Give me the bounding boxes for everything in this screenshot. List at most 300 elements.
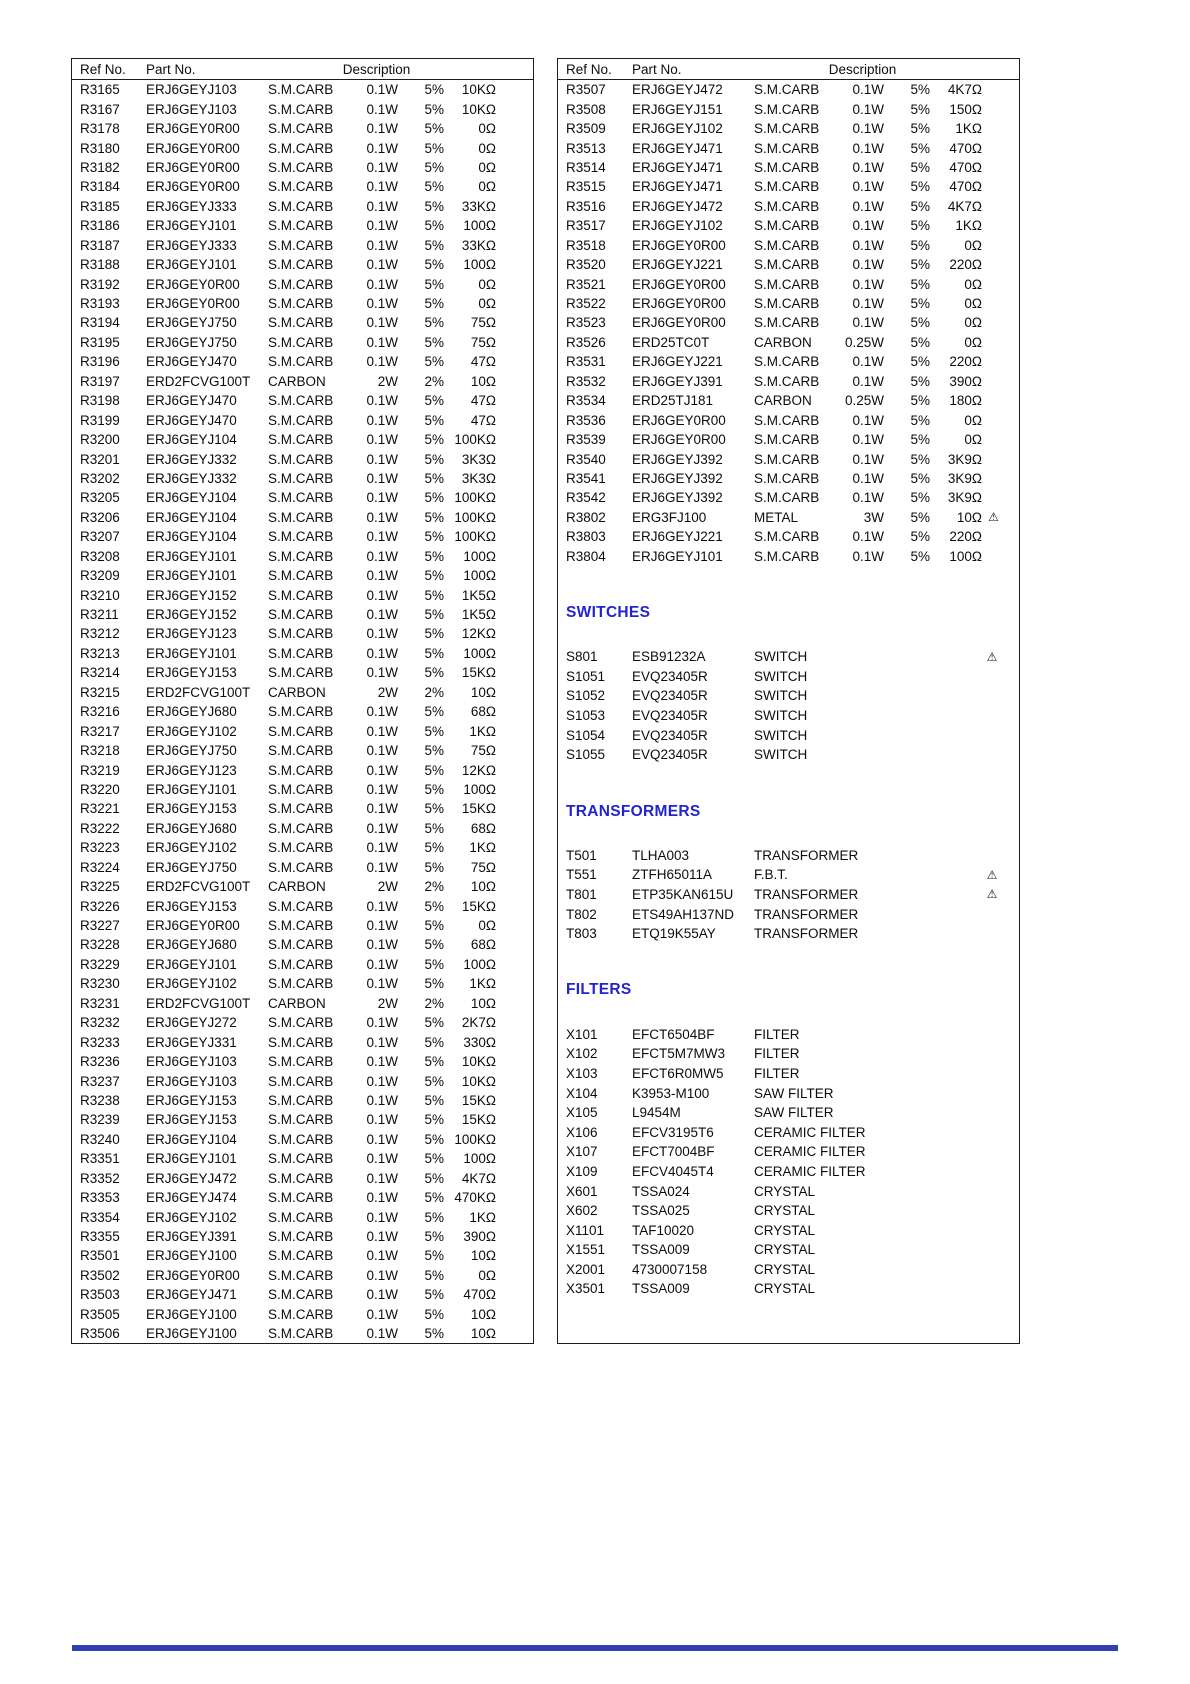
part-no: ERJ6GEYJ221 (632, 354, 723, 370)
wattage: 0.1W (366, 1131, 398, 1147)
ref-no: R3240 (80, 1131, 120, 1147)
ref-no: R3206 (80, 509, 120, 525)
value: 100Ω (463, 781, 496, 797)
part-no: ERJ6GEYJ471 (632, 179, 723, 195)
part-row (72, 1032, 533, 1051)
ref-no: R3355 (80, 1229, 120, 1245)
part-no: ERJ6GEY0R00 (632, 412, 726, 428)
part-type: S.M.CARB (268, 140, 334, 156)
tolerance: 5% (424, 607, 444, 623)
part-row (558, 197, 1019, 216)
part-no: ERJ6GEYJ100 (146, 1306, 237, 1322)
value: 1KΩ (955, 121, 982, 137)
value: 75Ω (470, 334, 496, 350)
tolerance: 5% (910, 529, 930, 545)
part-no: ERJ6GEYJ104 (146, 1131, 237, 1147)
ref-no: S1055 (566, 747, 606, 763)
value: 10KΩ (461, 101, 496, 117)
wattage: 0.1W (852, 140, 884, 156)
wattage: 0.1W (852, 257, 884, 273)
value: 4K7Ω (461, 1170, 496, 1186)
part-no: EFCT7004BF (632, 1144, 715, 1160)
part-no: ESB91232A (632, 649, 706, 665)
value: 100Ω (463, 218, 496, 234)
part-row (558, 236, 1019, 255)
wattage: 0.1W (852, 101, 884, 117)
tolerance: 5% (910, 257, 930, 273)
ref-no: R3514 (566, 159, 606, 175)
part-row (72, 877, 533, 896)
wattage: 0.1W (366, 1306, 398, 1322)
part-row (72, 236, 533, 255)
part-row (558, 1142, 1019, 1162)
tolerance: 5% (424, 1190, 444, 1206)
part-type: S.M.CARB (754, 237, 820, 253)
ref-no: X1551 (566, 1242, 606, 1258)
part-row (558, 686, 1019, 706)
part-type: S.M.CARB (268, 159, 334, 175)
part-no: ERJ6GEYJ153 (146, 1112, 237, 1128)
ref-no: R3230 (80, 976, 120, 992)
ref-no: X104 (566, 1085, 598, 1101)
part-row (558, 1181, 1019, 1201)
value: 0Ω (478, 121, 496, 137)
ref-no: R3186 (80, 218, 120, 234)
value: 10KΩ (461, 1054, 496, 1070)
ref-no: R3167 (80, 101, 120, 117)
part-no: ERJ6GEYJ101 (146, 257, 237, 273)
part-type: S.M.CARB (268, 334, 334, 350)
part-no: ERJ6GEY0R00 (632, 237, 726, 253)
tolerance: 5% (424, 159, 444, 175)
part-no: EFCT6R0MW5 (632, 1065, 724, 1081)
part-type: S.M.CARB (268, 432, 334, 448)
part-row (72, 1149, 533, 1168)
part-no: ERJ6GEYJ100 (146, 1326, 237, 1342)
warning-icon: ⚠ (986, 649, 998, 664)
wattage: 0.1W (366, 451, 398, 467)
part-no: ERJ6GEY0R00 (146, 918, 240, 934)
ref-no: R3236 (80, 1054, 120, 1070)
part-no: ERD2FCVG100T (146, 684, 251, 700)
wattage: 0.1W (366, 1267, 398, 1283)
part-no: ERJ6GEY0R00 (146, 121, 240, 137)
value: 47Ω (470, 354, 496, 370)
description: SWITCH (754, 688, 808, 704)
ref-no: S801 (566, 649, 598, 665)
wattage: 0.1W (852, 315, 884, 331)
part-type: CARBON (268, 995, 326, 1011)
value: 0Ω (964, 296, 982, 312)
tolerance: 5% (910, 470, 930, 486)
part-row (72, 1305, 533, 1324)
ref-no: R3232 (80, 1015, 120, 1031)
description: CRYSTAL (754, 1183, 816, 1199)
part-row (72, 352, 533, 371)
part-row (558, 313, 1019, 332)
tolerance: 5% (424, 257, 444, 273)
wattage: 0.1W (366, 1112, 398, 1128)
value: 4K7Ω (947, 198, 982, 214)
wattage: 0.1W (852, 451, 884, 467)
tolerance: 5% (424, 121, 444, 137)
wattage: 0.1W (366, 470, 398, 486)
part-row (558, 1279, 1019, 1299)
value: 0Ω (964, 412, 982, 428)
part-row (72, 333, 533, 352)
wattage: 0.1W (366, 918, 398, 934)
part-no: ETQ19K55AY (632, 926, 716, 942)
part-type: S.M.CARB (268, 82, 334, 98)
part-row (558, 706, 1019, 726)
part-no: ERD2FCVG100T (146, 879, 251, 895)
tolerance: 5% (910, 393, 930, 409)
tolerance: 5% (424, 548, 444, 564)
part-no: ERJ6GEYJ101 (146, 781, 237, 797)
ref-no: R3220 (80, 781, 120, 797)
part-row (558, 1103, 1019, 1123)
ref-no: R3217 (80, 723, 120, 739)
tolerance: 5% (424, 781, 444, 797)
part-row (558, 99, 1019, 118)
part-row (558, 216, 1019, 235)
ref-no: R3185 (80, 198, 120, 214)
part-type: S.M.CARB (268, 607, 334, 623)
value: 75Ω (470, 859, 496, 875)
ref-no: R3803 (566, 529, 606, 545)
ref-no: R3508 (566, 101, 606, 117)
tolerance: 5% (424, 859, 444, 875)
description: TRANSFORMER (754, 926, 859, 942)
part-type: S.M.CARB (268, 1248, 334, 1264)
value: 3K3Ω (461, 470, 496, 486)
part-no: ERJ6GEYJ680 (146, 704, 237, 720)
part-row (558, 1240, 1019, 1260)
value: 100KΩ (454, 432, 496, 448)
part-row (558, 1220, 1019, 1240)
description: CRYSTAL (754, 1261, 816, 1277)
tolerance: 5% (424, 393, 444, 409)
wattage: 0.1W (366, 257, 398, 273)
wattage: 0.1W (366, 859, 398, 875)
value: 15KΩ (461, 898, 496, 914)
wattage: 0.1W (852, 159, 884, 175)
tolerance: 5% (424, 976, 444, 992)
part-type: S.M.CARB (268, 956, 334, 972)
ref-no: R3541 (566, 470, 606, 486)
part-row (558, 1122, 1019, 1142)
ref-no: R3539 (566, 432, 606, 448)
wattage: 0.1W (366, 140, 398, 156)
part-type: S.M.CARB (268, 1112, 334, 1128)
part-no: ERJ6GEYJ272 (146, 1015, 237, 1031)
part-row (558, 1064, 1019, 1084)
description: CRYSTAL (754, 1222, 816, 1238)
part-no: ERJ6GEYJ153 (146, 801, 237, 817)
ref-no: R3531 (566, 354, 606, 370)
part-no: ERJ6GEYJ472 (632, 198, 723, 214)
part-no: ERJ6GEYJ221 (632, 257, 723, 273)
value: 1KΩ (469, 976, 496, 992)
part-row (558, 1201, 1019, 1221)
value: 470Ω (949, 140, 982, 156)
part-row (72, 138, 533, 157)
part-no: ERJ6GEYJ221 (632, 529, 723, 545)
wattage: 0.1W (852, 412, 884, 428)
part-row (72, 1285, 533, 1304)
part-row (72, 935, 533, 954)
col-header-part: Part No. (632, 61, 682, 77)
ref-no: R3351 (80, 1151, 120, 1167)
wattage: 0.1W (366, 509, 398, 525)
description: SWITCH (754, 649, 808, 665)
part-type: S.M.CARB (268, 1209, 334, 1225)
part-type: S.M.CARB (754, 451, 820, 467)
value: 470Ω (949, 159, 982, 175)
wattage: 0.1W (852, 490, 884, 506)
part-row (72, 80, 533, 99)
description: FILTER (754, 1046, 800, 1062)
part-type: S.M.CARB (268, 1170, 334, 1186)
part-no: ERJ6GEYJ750 (146, 859, 237, 875)
part-row (558, 80, 1019, 99)
value: 100Ω (463, 956, 496, 972)
description: CERAMIC FILTER (754, 1144, 866, 1160)
wattage: 0.1W (366, 490, 398, 506)
wattage: 0.1W (366, 1287, 398, 1303)
wattage: 0.1W (366, 1229, 398, 1245)
part-no: ERD25TJ181 (632, 393, 714, 409)
tolerance: 5% (424, 354, 444, 370)
part-row (558, 138, 1019, 157)
part-row (558, 469, 1019, 488)
parts-table-right (557, 58, 1020, 1344)
part-row (558, 1162, 1019, 1182)
wattage: 0.1W (852, 470, 884, 486)
part-row (558, 488, 1019, 507)
tolerance: 5% (910, 296, 930, 312)
value: 180Ω (949, 393, 982, 409)
parts-table-left (71, 58, 534, 1344)
description: TRANSFORMER (754, 847, 859, 863)
ref-no: R3222 (80, 820, 120, 836)
value: 10Ω (470, 879, 496, 895)
part-row (72, 430, 533, 449)
part-type: S.M.CARB (268, 568, 334, 584)
part-no: ERJ6GEYJ333 (146, 237, 237, 253)
wattage: 0.1W (366, 898, 398, 914)
part-no: ERJ6GEYJ101 (146, 568, 237, 584)
part-no: EFCT6504BF (632, 1026, 715, 1042)
part-no: ERJ6GEYJ101 (146, 1151, 237, 1167)
wattage: 3W (863, 509, 884, 525)
value: 0Ω (964, 315, 982, 331)
filter-rows (558, 1024, 1019, 1298)
tolerance: 5% (424, 1170, 444, 1186)
transformer-rows (558, 846, 1019, 944)
section-title-filters: FILTERS (566, 981, 632, 999)
part-type: S.M.CARB (268, 121, 334, 137)
part-no: ERJ6GEYJ102 (632, 218, 723, 234)
tolerance: 5% (910, 412, 930, 428)
part-type: S.M.CARB (754, 548, 820, 564)
ref-no: R3238 (80, 1092, 120, 1108)
part-no: ERJ6GEYJ100 (146, 1248, 237, 1264)
part-row (558, 745, 1019, 765)
tolerance: 5% (424, 1092, 444, 1108)
ref-no: R3526 (566, 334, 606, 350)
tolerance: 5% (424, 412, 444, 428)
value: 100Ω (463, 645, 496, 661)
tolerance: 5% (424, 1267, 444, 1283)
part-no: ERJ6GEYJ103 (146, 82, 237, 98)
tolerance: 5% (424, 1209, 444, 1225)
part-type: S.M.CARB (754, 529, 820, 545)
part-no: ERJ6GEYJ101 (146, 548, 237, 564)
ref-no: R3233 (80, 1034, 120, 1050)
ref-no: R3219 (80, 762, 120, 778)
tolerance: 5% (424, 1248, 444, 1264)
part-row (72, 994, 533, 1013)
tolerance: 5% (424, 140, 444, 156)
part-no: ERJ6GEYJ392 (632, 470, 723, 486)
col-header-ref: Ref No. (80, 61, 126, 77)
value: 100KΩ (454, 1131, 496, 1147)
resistor-rows-left (72, 80, 533, 1343)
wattage: 0.1W (366, 568, 398, 584)
wattage: 2W (377, 684, 398, 700)
value: 1K5Ω (461, 607, 496, 623)
tolerance: 5% (424, 1054, 444, 1070)
wattage: 0.1W (366, 723, 398, 739)
ref-no: R3503 (80, 1287, 120, 1303)
part-no: ERJ6GEYJ471 (632, 159, 723, 175)
part-no: ERJ6GEYJ103 (146, 1054, 237, 1070)
wattage: 0.1W (366, 315, 398, 331)
part-type: S.M.CARB (268, 237, 334, 253)
part-no: TLHA003 (632, 847, 690, 863)
wattage: 0.1W (366, 1073, 398, 1089)
part-row (72, 410, 533, 429)
part-no: ERG3FJ100 (632, 509, 707, 525)
wattage: 2W (377, 879, 398, 895)
tolerance: 5% (424, 918, 444, 934)
ref-no: T501 (566, 847, 597, 863)
part-no: ETS49AH137ND (632, 906, 735, 922)
description: CRYSTAL (754, 1242, 816, 1258)
wattage: 0.1W (366, 1151, 398, 1167)
part-no: ERJ6GEYJ471 (632, 140, 723, 156)
part-type: S.M.CARB (268, 937, 334, 953)
resistor-rows-right (558, 80, 1019, 566)
part-row (558, 527, 1019, 546)
wattage: 0.1W (852, 198, 884, 214)
section-title-switches: SWITCHES (566, 603, 651, 621)
part-type: S.M.CARB (268, 296, 334, 312)
wattage: 0.1W (366, 820, 398, 836)
part-row (558, 274, 1019, 293)
part-type: S.M.CARB (268, 762, 334, 778)
part-type: S.M.CARB (268, 1151, 334, 1167)
wattage: 0.1W (366, 1015, 398, 1031)
ref-no: R3501 (80, 1248, 120, 1264)
part-no: ERJ6GEYJ470 (146, 354, 237, 370)
part-row (72, 585, 533, 604)
part-row (72, 896, 533, 915)
part-row (72, 702, 533, 721)
part-row (558, 508, 1019, 527)
wattage: 0.1W (366, 1209, 398, 1225)
tolerance: 5% (424, 1287, 444, 1303)
part-row (558, 119, 1019, 138)
part-row (72, 488, 533, 507)
description: SWITCH (754, 727, 808, 743)
wattage: 0.1W (366, 976, 398, 992)
ref-no: R3227 (80, 918, 120, 934)
part-row (72, 391, 533, 410)
tolerance: 5% (424, 490, 444, 506)
value: 100Ω (463, 568, 496, 584)
part-no: ERJ6GEYJ153 (146, 1092, 237, 1108)
wattage: 0.1W (366, 1190, 398, 1206)
wattage: 0.1W (366, 82, 398, 98)
ref-no: R3536 (566, 412, 606, 428)
part-no: ERJ6GEYJ153 (146, 898, 237, 914)
wattage: 0.1W (852, 82, 884, 98)
part-no: ERJ6GEYJ472 (146, 1170, 237, 1186)
ref-no: R3516 (566, 198, 606, 214)
wattage: 0.1W (366, 354, 398, 370)
tolerance: 5% (424, 840, 444, 856)
footer-rule (72, 1645, 1118, 1651)
value: 2K7Ω (461, 1015, 496, 1031)
part-type: S.M.CARB (754, 159, 820, 175)
ref-no: R3221 (80, 801, 120, 817)
warning-icon: ⚠ (988, 510, 999, 525)
wattage: 0.1W (366, 179, 398, 195)
part-row (558, 430, 1019, 449)
wattage: 0.1W (852, 548, 884, 564)
ref-no: R3223 (80, 840, 120, 856)
wattage: 2W (377, 995, 398, 1011)
value: 220Ω (949, 257, 982, 273)
tolerance: 5% (424, 1034, 444, 1050)
part-type: CARBON (754, 334, 812, 350)
part-row (72, 1169, 533, 1188)
part-type: S.M.CARB (754, 373, 820, 389)
part-type: S.M.CARB (268, 1287, 334, 1303)
ref-no: R3192 (80, 276, 120, 292)
wattage: 0.1W (366, 762, 398, 778)
value: 0Ω (478, 179, 496, 195)
tolerance: 5% (424, 1073, 444, 1089)
part-row (72, 1091, 533, 1110)
part-row (72, 158, 533, 177)
part-no: ERJ6GEYJ102 (146, 1209, 237, 1225)
value: 220Ω (949, 354, 982, 370)
part-type: S.M.CARB (268, 1034, 334, 1050)
part-no: EFCV3195T6 (632, 1124, 714, 1140)
section-title-transformers: TRANSFORMERS (566, 802, 701, 820)
part-row (558, 391, 1019, 410)
part-row (72, 508, 533, 527)
part-row (72, 799, 533, 818)
part-type: S.M.CARB (754, 257, 820, 273)
ref-no: X3501 (566, 1281, 606, 1297)
ref-no: R3216 (80, 704, 120, 720)
part-no: TSSA009 (632, 1242, 690, 1258)
part-type: S.M.CARB (754, 82, 820, 98)
